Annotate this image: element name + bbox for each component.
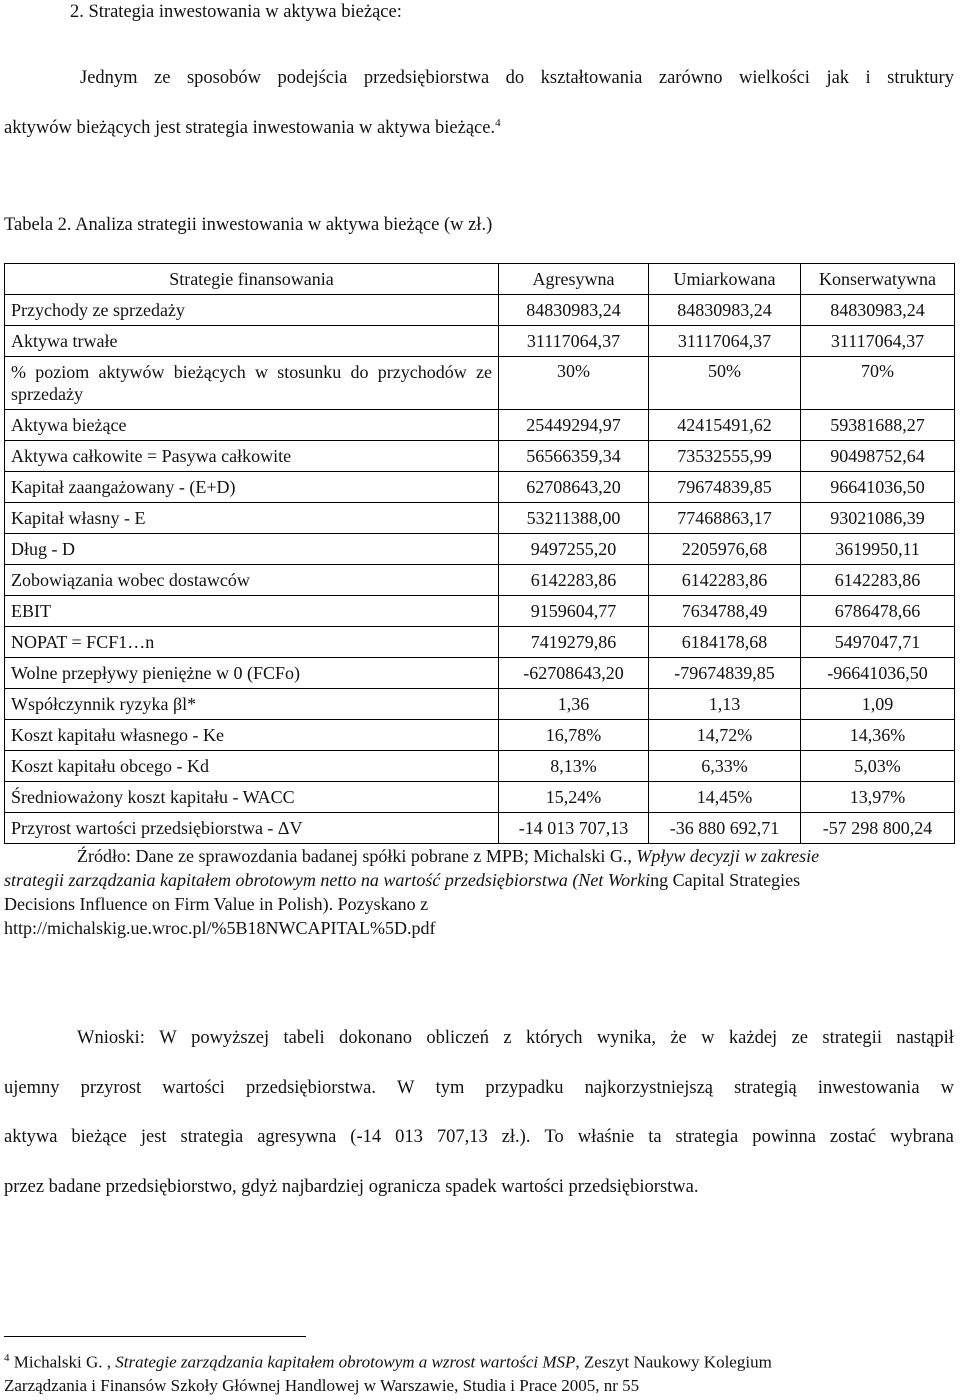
table-row	[5, 357, 955, 410]
table-header-row	[5, 264, 955, 295]
cell-agresywna: 30%	[499, 357, 649, 410]
cell-umiarkowana: 14,72%	[649, 720, 801, 751]
source-title-part-1: Wpływ decyzji w zakresie	[636, 846, 820, 866]
cell-umiarkowana: 84830983,24	[649, 295, 801, 326]
conclusions-line-1-text: Wnioski: W powyższej tabeli dokonano obliczeń z których wynika, że w każdej ze strategii nastąpił	[77, 1028, 954, 1048]
cell-konserwatywna: -96641036,50	[801, 658, 955, 689]
cell-umiarkowana: 6,33%	[649, 751, 801, 782]
cell-umiarkowana: 6184178,68	[649, 627, 801, 658]
table-row	[5, 782, 955, 813]
conclusions-line-2	[4, 1078, 954, 1099]
cell-konserwatywna: 5497047,71	[801, 627, 955, 658]
table-row	[5, 689, 955, 720]
cell-umiarkowana: 7634788,49	[649, 596, 801, 627]
header-konserwatywna: Konserwatywna	[801, 264, 955, 295]
row-label: Kapitał własny - E	[5, 503, 499, 534]
table-row	[5, 813, 955, 844]
row-label: Współczynnik ryzyka βl*	[5, 689, 499, 720]
cell-umiarkowana: 1,13	[649, 689, 801, 720]
row-label: Przychody ze sprzedaży	[5, 295, 499, 326]
table-row	[5, 326, 955, 357]
cell-umiarkowana: 73532555,99	[649, 441, 801, 472]
cell-agresywna: 25449294,97	[499, 410, 649, 441]
table-row	[5, 720, 955, 751]
cell-konserwatywna: 6786478,66	[801, 596, 955, 627]
intro-line-1-text: Jednym ze sposobów podejścia przedsiębiorstwa do kształtowania zarówno wielkości jak i struktury	[80, 68, 954, 88]
table-row	[5, 658, 955, 689]
cell-agresywna: 6142283,86	[499, 565, 649, 596]
row-label: Zobowiązania wobec dostawców	[5, 565, 499, 596]
footnote-rest: , Zeszyt Naukowy Kolegium	[575, 1352, 772, 1372]
row-label: Aktywa trwałe	[5, 326, 499, 357]
table-caption: Tabela 2. Analiza strategii inwestowania w aktywa bieżące (w zł.)	[4, 215, 493, 235]
cell-konserwatywna: -57 298 800,24	[801, 813, 955, 844]
cell-konserwatywna: 84830983,24	[801, 295, 955, 326]
cell-umiarkowana: 79674839,85	[649, 472, 801, 503]
strategy-table	[4, 263, 955, 844]
table-row	[5, 751, 955, 782]
table-row	[5, 534, 955, 565]
cell-umiarkowana: 42415491,62	[649, 410, 801, 441]
cell-umiarkowana: -79674839,85	[649, 658, 801, 689]
table-row	[5, 472, 955, 503]
footnote-number: 4	[4, 1352, 10, 1364]
row-label: Aktywa bieżące	[5, 410, 499, 441]
table-row	[5, 410, 955, 441]
cell-umiarkowana: 31117064,37	[649, 326, 801, 357]
section-heading: 2. Strategia inwestowania w aktywa bieżące:	[70, 2, 402, 22]
conclusions-line-3-text: aktywa bieżące jest strategia agresywna (-14 013 707,13 zł.). To właśnie ta strategia powinna zostać wybrana	[4, 1127, 954, 1147]
row-label: Przyrost wartości przedsiębiorstwa - ΔV	[5, 813, 499, 844]
cell-agresywna: 8,13%	[499, 751, 649, 782]
footnote-separator	[4, 1336, 306, 1337]
cell-agresywna: 31117064,37	[499, 326, 649, 357]
header-strategy: Strategie finansowania	[5, 264, 499, 295]
cell-agresywna: 15,24%	[499, 782, 649, 813]
cell-agresywna: 1,36	[499, 689, 649, 720]
conclusions-line-3	[4, 1127, 954, 1148]
cell-umiarkowana: 50%	[649, 357, 801, 410]
table-row	[5, 565, 955, 596]
conclusions-line-2-text: ujemny przyrost wartości przedsiębiorstwa. W tym przypadku najkorzystniejszą strategią inwestowania w	[4, 1078, 954, 1098]
cell-konserwatywna: 14,36%	[801, 720, 955, 751]
cell-agresywna: 62708643,20	[499, 472, 649, 503]
source-line-1	[77, 844, 819, 868]
table-row	[5, 441, 955, 472]
header-umiarkowana: Umiarkowana	[649, 264, 801, 295]
cell-umiarkowana: 14,45%	[649, 782, 801, 813]
cell-konserwatywna: 59381688,27	[801, 410, 955, 441]
row-label: % poziom aktywów bieżących w stosunku do przychodów ze sprzedaży	[5, 357, 499, 410]
intro-line-1	[80, 68, 954, 89]
cell-agresywna: 16,78%	[499, 720, 649, 751]
source-title-part-2: strategii zarządzania kapitałem obrotowym netto na wartość przedsiębiorstwa (Net Worki	[4, 870, 651, 890]
cell-konserwatywna: 90498752,64	[801, 441, 955, 472]
table-row	[5, 295, 955, 326]
table-row	[5, 503, 955, 534]
cell-umiarkowana: 2205976,68	[649, 534, 801, 565]
cell-agresywna: 9159604,77	[499, 596, 649, 627]
table-row	[5, 596, 955, 627]
row-label: Aktywa całkowite = Pasywa całkowite	[5, 441, 499, 472]
row-label: Kapitał zaangażowany - (E+D)	[5, 472, 499, 503]
source-title-rest: ng Capital Strategies	[650, 870, 801, 890]
footnote-line-2: Zarządzania i Finansów Szkoły Głównej Handlowej w Warszawie, Studia i Prace 2005, nr 55	[4, 1376, 640, 1395]
conclusions-line-4: przez badane przedsiębiorstwo, gdyż najbardziej ogranicza spadek wartości przedsiębiorstwa.	[4, 1177, 699, 1197]
cell-agresywna: -62708643,20	[499, 658, 649, 689]
cell-konserwatywna: 3619950,11	[801, 534, 955, 565]
cell-konserwatywna: 5,03%	[801, 751, 955, 782]
table-row	[5, 627, 955, 658]
cell-agresywna: 53211388,00	[499, 503, 649, 534]
row-label: Koszt kapitału własnego - Ke	[5, 720, 499, 751]
row-label: EBIT	[5, 596, 499, 627]
intro-line-2-text: aktywów bieżących jest strategia inwestowania w aktywa bieżące.	[4, 118, 496, 139]
row-label: Średnioważony koszt kapitału - WACC	[5, 782, 499, 813]
row-label: Dług - D	[5, 534, 499, 565]
header-agresywna: Agresywna	[499, 264, 649, 295]
footnote-title: Strategie zarządzania kapitałem obrotowym a wzrost wartości MSP	[115, 1352, 576, 1372]
cell-konserwatywna: 6142283,86	[801, 565, 955, 596]
cell-agresywna: 56566359,34	[499, 441, 649, 472]
row-label: Wolne przepływy pieniężne w 0 (FCFo)	[5, 658, 499, 689]
cell-konserwatywna: 13,97%	[801, 782, 955, 813]
cell-agresywna: 84830983,24	[499, 295, 649, 326]
cell-umiarkowana: 6142283,86	[649, 565, 801, 596]
source-line-3: Decisions Influence on Firm Value in Polish). Pozyskano z	[4, 894, 429, 914]
cell-umiarkowana: -36 880 692,71	[649, 813, 801, 844]
source-prefix: Źródło: Dane ze sprawozdania badanej spółki pobrane z MPB; Michalski G.,	[77, 846, 637, 866]
cell-konserwatywna: 93021086,39	[801, 503, 955, 534]
cell-agresywna: 9497255,20	[499, 534, 649, 565]
intro-line-2	[4, 117, 501, 139]
cell-agresywna: 7419279,86	[499, 627, 649, 658]
footnote-author: Michalski G. ,	[9, 1352, 116, 1372]
cell-konserwatywna: 70%	[801, 357, 955, 410]
row-label: Koszt kapitału obcego - Kd	[5, 751, 499, 782]
cell-agresywna: -14 013 707,13	[499, 813, 649, 844]
source-url[interactable]: http://michalskig.ue.wroc.pl/%5B18NWCAPITAL%5D.pdf	[4, 918, 436, 938]
cell-konserwatywna: 96641036,50	[801, 472, 955, 503]
cell-umiarkowana: 77468863,17	[649, 503, 801, 534]
row-label: NOPAT = FCF1…n	[5, 627, 499, 658]
cell-konserwatywna: 31117064,37	[801, 326, 955, 357]
source-line-2	[4, 868, 800, 892]
footnote-ref[interactable]: 4	[495, 117, 501, 129]
footnote-line-1	[4, 1352, 772, 1373]
conclusions-line-1	[77, 1028, 954, 1049]
cell-konserwatywna: 1,09	[801, 689, 955, 720]
